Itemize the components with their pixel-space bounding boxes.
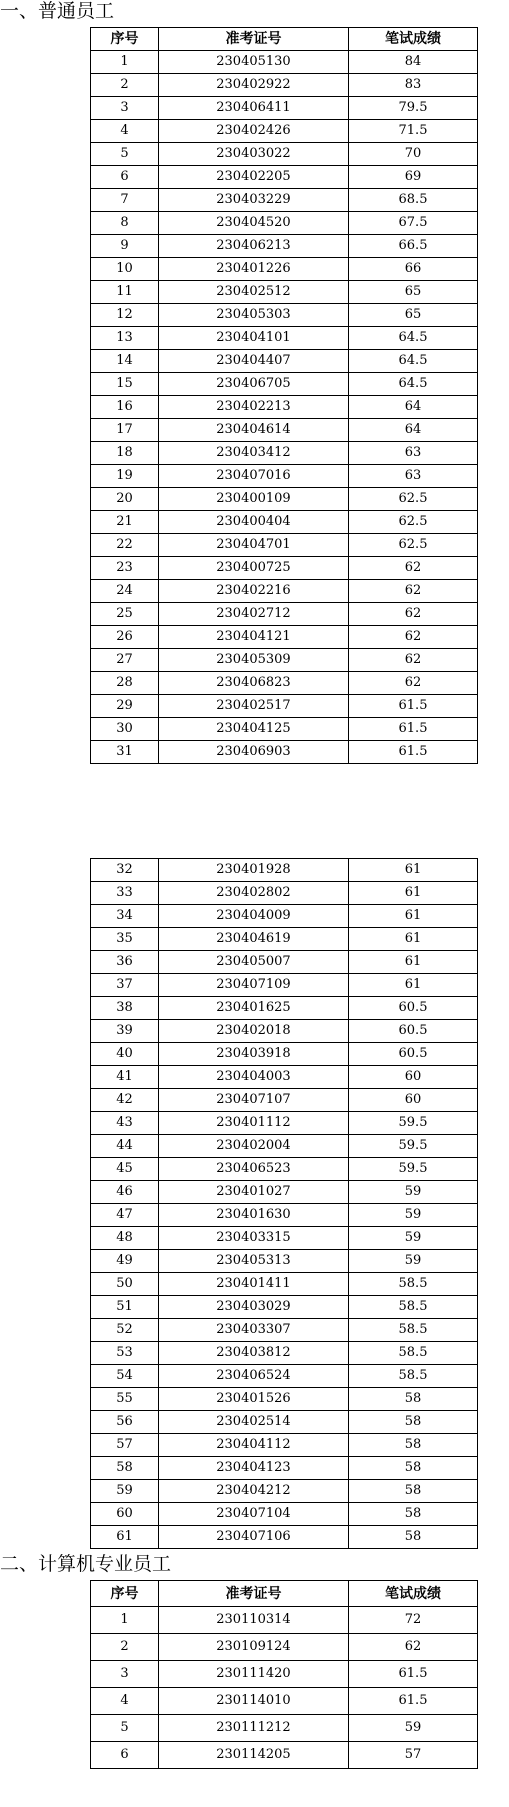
cell-score: 79.5 [349, 97, 478, 120]
cell-seq: 5 [91, 1715, 159, 1742]
cell-score: 59 [349, 1181, 478, 1204]
cell-exam-id: 230404125 [159, 718, 349, 741]
cell-score: 63 [349, 465, 478, 488]
cell-exam-id: 230404701 [159, 534, 349, 557]
cell-seq: 33 [91, 882, 159, 905]
cell-seq: 10 [91, 258, 159, 281]
cell-seq: 2 [91, 74, 159, 97]
cell-seq: 30 [91, 718, 159, 741]
cell-seq: 41 [91, 1066, 159, 1089]
table-row [91, 304, 478, 327]
table-row [91, 1607, 478, 1634]
cell-score: 62.5 [349, 511, 478, 534]
cell-exam-id: 230404101 [159, 327, 349, 350]
table-row [91, 1319, 478, 1342]
cell-exam-id: 230402205 [159, 166, 349, 189]
cell-seq: 16 [91, 396, 159, 419]
cell-exam-id: 230114205 [159, 1742, 349, 1769]
table-row [91, 74, 478, 97]
cell-score: 59 [349, 1227, 478, 1250]
cell-exam-id: 230403229 [159, 189, 349, 212]
cell-seq: 31 [91, 741, 159, 764]
cell-exam-id: 230402514 [159, 1411, 349, 1434]
cell-exam-id: 230406411 [159, 97, 349, 120]
table-row [91, 1715, 478, 1742]
cell-score: 62 [349, 626, 478, 649]
table-row [91, 1112, 478, 1135]
table-row [91, 695, 478, 718]
cell-seq: 53 [91, 1342, 159, 1365]
cell-score: 67.5 [349, 212, 478, 235]
cell-seq: 49 [91, 1250, 159, 1273]
cell-exam-id: 230407109 [159, 974, 349, 997]
table-row [91, 882, 478, 905]
cell-exam-id: 230402018 [159, 1020, 349, 1043]
cell-score: 58.5 [349, 1319, 478, 1342]
cell-exam-id: 230403412 [159, 442, 349, 465]
table-row [91, 1043, 478, 1066]
cell-exam-id: 230401928 [159, 859, 349, 882]
section-title-general-staff: 一、普通员工 [0, 0, 115, 22]
cell-score: 62 [349, 580, 478, 603]
cell-score: 58 [349, 1526, 478, 1549]
cell-exam-id: 230402802 [159, 882, 349, 905]
cell-seq: 28 [91, 672, 159, 695]
table-row [91, 1661, 478, 1688]
cell-seq: 15 [91, 373, 159, 396]
table-row [91, 373, 478, 396]
header-score: 笔试成绩 [349, 28, 478, 51]
table-row [91, 718, 478, 741]
cell-score: 58 [349, 1480, 478, 1503]
table-row [91, 511, 478, 534]
cell-score: 61.5 [349, 695, 478, 718]
table-row [91, 97, 478, 120]
table-row [91, 1181, 478, 1204]
header-exam-id: 准考证号 [159, 1581, 349, 1607]
cell-score: 70 [349, 143, 478, 166]
cell-seq: 6 [91, 1742, 159, 1769]
cell-exam-id: 230109124 [159, 1634, 349, 1661]
cell-exam-id: 230402512 [159, 281, 349, 304]
score-table-computer [90, 1580, 478, 1769]
table-row [91, 672, 478, 695]
cell-score: 62 [349, 672, 478, 695]
cell-score: 61.5 [349, 1688, 478, 1715]
cell-score: 59.5 [349, 1158, 478, 1181]
cell-exam-id: 230401630 [159, 1204, 349, 1227]
table-row [91, 419, 478, 442]
table-row [91, 1158, 478, 1181]
cell-exam-id: 230405130 [159, 51, 349, 74]
cell-score: 62.5 [349, 488, 478, 511]
table-row [91, 1688, 478, 1715]
cell-score: 64 [349, 396, 478, 419]
header-exam-id: 准考证号 [159, 28, 349, 51]
cell-score: 58 [349, 1411, 478, 1434]
cell-seq: 35 [91, 928, 159, 951]
cell-score: 59.5 [349, 1112, 478, 1135]
cell-exam-id: 230404009 [159, 905, 349, 928]
cell-score: 61 [349, 974, 478, 997]
cell-score: 64.5 [349, 350, 478, 373]
cell-exam-id: 230403918 [159, 1043, 349, 1066]
table-row [91, 1204, 478, 1227]
cell-exam-id: 230404520 [159, 212, 349, 235]
cell-seq: 20 [91, 488, 159, 511]
table-row [91, 1296, 478, 1319]
cell-exam-id: 230403812 [159, 1342, 349, 1365]
table-row [91, 1434, 478, 1457]
cell-score: 59 [349, 1204, 478, 1227]
table-row [91, 1503, 478, 1526]
cell-score: 58.5 [349, 1342, 478, 1365]
cell-seq: 23 [91, 557, 159, 580]
table-header-row [91, 28, 478, 51]
cell-exam-id: 230406523 [159, 1158, 349, 1181]
cell-seq: 47 [91, 1204, 159, 1227]
cell-seq: 29 [91, 695, 159, 718]
cell-exam-id: 230406823 [159, 672, 349, 695]
cell-score: 62 [349, 603, 478, 626]
cell-seq: 52 [91, 1319, 159, 1342]
cell-exam-id: 230110314 [159, 1607, 349, 1634]
table-row [91, 1135, 478, 1158]
cell-exam-id: 230400109 [159, 488, 349, 511]
table-row [91, 1342, 478, 1365]
cell-exam-id: 230406213 [159, 235, 349, 258]
cell-exam-id: 230407106 [159, 1526, 349, 1549]
cell-score: 62 [349, 557, 478, 580]
cell-score: 65 [349, 304, 478, 327]
cell-seq: 27 [91, 649, 159, 672]
cell-exam-id: 230407016 [159, 465, 349, 488]
table-row [91, 534, 478, 557]
section-title-computer-staff: 二、计算机专业员工 [0, 1553, 172, 1575]
cell-exam-id: 230401112 [159, 1112, 349, 1135]
cell-score: 59 [349, 1250, 478, 1273]
cell-seq: 12 [91, 304, 159, 327]
cell-seq: 1 [91, 1607, 159, 1634]
cell-exam-id: 230402517 [159, 695, 349, 718]
cell-score: 60.5 [349, 1043, 478, 1066]
cell-seq: 42 [91, 1089, 159, 1112]
cell-seq: 19 [91, 465, 159, 488]
table-row [91, 143, 478, 166]
table-row [91, 741, 478, 764]
cell-exam-id: 230404619 [159, 928, 349, 951]
cell-exam-id: 230404212 [159, 1480, 349, 1503]
cell-score: 57 [349, 1742, 478, 1769]
header-seq: 序号 [91, 28, 159, 51]
table-row [91, 189, 478, 212]
cell-seq: 22 [91, 534, 159, 557]
cell-seq: 37 [91, 974, 159, 997]
table-row [91, 235, 478, 258]
table-row [91, 1388, 478, 1411]
cell-score: 84 [349, 51, 478, 74]
cell-score: 66 [349, 258, 478, 281]
cell-exam-id: 230404003 [159, 1066, 349, 1089]
table-row [91, 1020, 478, 1043]
cell-seq: 46 [91, 1181, 159, 1204]
cell-seq: 9 [91, 235, 159, 258]
cell-seq: 54 [91, 1365, 159, 1388]
cell-seq: 48 [91, 1227, 159, 1250]
table-row [91, 603, 478, 626]
table-row [91, 442, 478, 465]
cell-seq: 61 [91, 1526, 159, 1549]
cell-seq: 18 [91, 442, 159, 465]
cell-seq: 38 [91, 997, 159, 1020]
cell-exam-id: 230405007 [159, 951, 349, 974]
cell-seq: 36 [91, 951, 159, 974]
cell-score: 58 [349, 1457, 478, 1480]
cell-seq: 11 [91, 281, 159, 304]
cell-seq: 5 [91, 143, 159, 166]
table-row [91, 1526, 478, 1549]
cell-exam-id: 230402712 [159, 603, 349, 626]
table-row [91, 1365, 478, 1388]
cell-exam-id: 230402213 [159, 396, 349, 419]
cell-score: 64.5 [349, 327, 478, 350]
table-row [91, 557, 478, 580]
cell-seq: 40 [91, 1043, 159, 1066]
cell-exam-id: 230407104 [159, 1503, 349, 1526]
table-row [91, 1273, 478, 1296]
cell-exam-id: 230405313 [159, 1250, 349, 1273]
cell-score: 63 [349, 442, 478, 465]
table-row [91, 1227, 478, 1250]
cell-exam-id: 230406705 [159, 373, 349, 396]
cell-seq: 34 [91, 905, 159, 928]
cell-score: 68.5 [349, 189, 478, 212]
cell-seq: 7 [91, 189, 159, 212]
table-row [91, 281, 478, 304]
cell-exam-id: 230114010 [159, 1688, 349, 1715]
cell-score: 64 [349, 419, 478, 442]
cell-seq: 8 [91, 212, 159, 235]
table-row [91, 488, 478, 511]
cell-exam-id: 230400725 [159, 557, 349, 580]
cell-seq: 24 [91, 580, 159, 603]
cell-seq: 58 [91, 1457, 159, 1480]
table-row [91, 1742, 478, 1769]
cell-exam-id: 230403022 [159, 143, 349, 166]
cell-score: 83 [349, 74, 478, 97]
cell-score: 60 [349, 1089, 478, 1112]
cell-exam-id: 230404123 [159, 1457, 349, 1480]
cell-exam-id: 230402004 [159, 1135, 349, 1158]
table-row [91, 166, 478, 189]
cell-score: 58 [349, 1434, 478, 1457]
cell-seq: 50 [91, 1273, 159, 1296]
table-row [91, 1089, 478, 1112]
table-row [91, 1411, 478, 1434]
cell-seq: 57 [91, 1434, 159, 1457]
cell-exam-id: 230401226 [159, 258, 349, 281]
table-header-row [91, 1581, 478, 1607]
table-row [91, 350, 478, 373]
cell-exam-id: 230406903 [159, 741, 349, 764]
cell-exam-id: 230400404 [159, 511, 349, 534]
cell-score: 61 [349, 951, 478, 974]
cell-exam-id: 230404407 [159, 350, 349, 373]
cell-seq: 3 [91, 1661, 159, 1688]
table-row [91, 626, 478, 649]
cell-score: 71.5 [349, 120, 478, 143]
table-row [91, 580, 478, 603]
cell-exam-id: 230402922 [159, 74, 349, 97]
cell-exam-id: 230402426 [159, 120, 349, 143]
cell-exam-id: 230111212 [159, 1715, 349, 1742]
table-row [91, 1250, 478, 1273]
table-row [91, 951, 478, 974]
cell-seq: 13 [91, 327, 159, 350]
cell-score: 61 [349, 859, 478, 882]
table-row [91, 1457, 478, 1480]
cell-score: 60.5 [349, 1020, 478, 1043]
cell-score: 58.5 [349, 1365, 478, 1388]
cell-seq: 14 [91, 350, 159, 373]
table-row [91, 327, 478, 350]
cell-exam-id: 230404112 [159, 1434, 349, 1457]
cell-seq: 1 [91, 51, 159, 74]
table-row [91, 465, 478, 488]
table-row [91, 974, 478, 997]
cell-seq: 3 [91, 97, 159, 120]
cell-seq: 4 [91, 120, 159, 143]
cell-exam-id: 230404121 [159, 626, 349, 649]
cell-exam-id: 230403315 [159, 1227, 349, 1250]
cell-exam-id: 230401027 [159, 1181, 349, 1204]
cell-score: 58 [349, 1503, 478, 1526]
cell-exam-id: 230405303 [159, 304, 349, 327]
score-table-general-part2 [90, 858, 478, 1549]
table-row [91, 212, 478, 235]
cell-exam-id: 230402216 [159, 580, 349, 603]
cell-exam-id: 230403029 [159, 1296, 349, 1319]
cell-seq: 39 [91, 1020, 159, 1043]
cell-score: 59 [349, 1715, 478, 1742]
cell-seq: 25 [91, 603, 159, 626]
cell-score: 58 [349, 1388, 478, 1411]
cell-score: 61 [349, 905, 478, 928]
cell-score: 61 [349, 882, 478, 905]
cell-score: 61 [349, 928, 478, 951]
cell-seq: 26 [91, 626, 159, 649]
table-row [91, 396, 478, 419]
cell-exam-id: 230401526 [159, 1388, 349, 1411]
table-row [91, 905, 478, 928]
cell-score: 58.5 [349, 1296, 478, 1319]
cell-seq: 2 [91, 1634, 159, 1661]
cell-score: 64.5 [349, 373, 478, 396]
cell-score: 58.5 [349, 1273, 478, 1296]
cell-score: 62 [349, 649, 478, 672]
cell-seq: 60 [91, 1503, 159, 1526]
cell-seq: 21 [91, 511, 159, 534]
cell-exam-id: 230401625 [159, 997, 349, 1020]
cell-seq: 45 [91, 1158, 159, 1181]
cell-seq: 32 [91, 859, 159, 882]
cell-seq: 51 [91, 1296, 159, 1319]
cell-seq: 4 [91, 1688, 159, 1715]
table-row [91, 1480, 478, 1503]
cell-score: 65 [349, 281, 478, 304]
cell-score: 61.5 [349, 718, 478, 741]
cell-score: 66.5 [349, 235, 478, 258]
table-row [91, 649, 478, 672]
cell-exam-id: 230111420 [159, 1661, 349, 1688]
cell-exam-id: 230406524 [159, 1365, 349, 1388]
cell-seq: 55 [91, 1388, 159, 1411]
table-row [91, 859, 478, 882]
cell-score: 72 [349, 1607, 478, 1634]
table-row [91, 51, 478, 74]
cell-score: 61.5 [349, 741, 478, 764]
cell-seq: 17 [91, 419, 159, 442]
score-table-general-part1 [90, 27, 478, 764]
cell-seq: 44 [91, 1135, 159, 1158]
cell-seq: 43 [91, 1112, 159, 1135]
cell-exam-id: 230404614 [159, 419, 349, 442]
header-score: 笔试成绩 [349, 1581, 478, 1607]
cell-score: 61.5 [349, 1661, 478, 1688]
table-row [91, 928, 478, 951]
cell-score: 62.5 [349, 534, 478, 557]
cell-score: 60 [349, 1066, 478, 1089]
header-seq: 序号 [91, 1581, 159, 1607]
table-row [91, 120, 478, 143]
cell-score: 62 [349, 1634, 478, 1661]
table-row [91, 1066, 478, 1089]
cell-exam-id: 230407107 [159, 1089, 349, 1112]
cell-seq: 59 [91, 1480, 159, 1503]
cell-seq: 6 [91, 166, 159, 189]
table-row [91, 997, 478, 1020]
cell-score: 69 [349, 166, 478, 189]
cell-exam-id: 230401411 [159, 1273, 349, 1296]
cell-seq: 56 [91, 1411, 159, 1434]
table-row [91, 1634, 478, 1661]
cell-exam-id: 230403307 [159, 1319, 349, 1342]
cell-score: 60.5 [349, 997, 478, 1020]
table-row [91, 258, 478, 281]
cell-exam-id: 230405309 [159, 649, 349, 672]
cell-score: 59.5 [349, 1135, 478, 1158]
